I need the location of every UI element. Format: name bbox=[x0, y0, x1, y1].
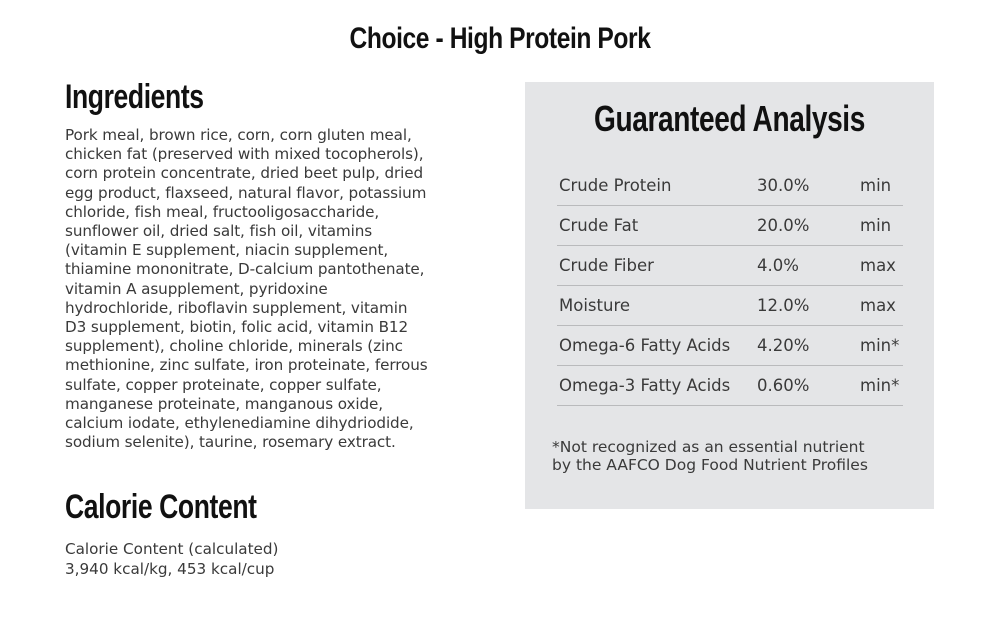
nutrient-value: 30.0% bbox=[757, 176, 810, 195]
page-title: Choice - High Protein Pork bbox=[349, 22, 651, 55]
nutrient-qualifier: min bbox=[860, 176, 892, 195]
nutrient-name: Omega-3 Fatty Acids bbox=[559, 376, 731, 395]
ingredients-line: hydrochloride, riboflavin supplement, vitamin bbox=[65, 298, 408, 317]
ingredients-line: chloride, fish meal, fructooligosaccharide, bbox=[65, 202, 380, 221]
nutrient-name: Moisture bbox=[559, 296, 631, 315]
analysis-row bbox=[557, 326, 903, 366]
guaranteed-analysis-heading: Guaranteed Analysis bbox=[594, 98, 865, 139]
ingredients-heading: Ingredients bbox=[65, 78, 204, 116]
ingredients-line: chicken fat (preserved with mixed tocopherols), bbox=[65, 145, 424, 164]
nutrient-value: 4.20% bbox=[757, 336, 810, 355]
footnote-line: by the AAFCO Dog Food Nutrient Profiles bbox=[552, 456, 868, 474]
analysis-row bbox=[557, 206, 903, 246]
nutrient-qualifier: min* bbox=[860, 336, 900, 355]
analysis-row bbox=[557, 286, 903, 326]
ingredients-line: manganese proteinate, manganous oxide, bbox=[65, 394, 383, 413]
aafco-footnote bbox=[552, 438, 868, 474]
nutrient-qualifier: min bbox=[860, 216, 892, 235]
nutrient-name: Crude Protein bbox=[559, 176, 672, 195]
ingredients-line: sulfate, copper proteinate, copper sulfate, bbox=[65, 375, 382, 394]
nutrient-name: Omega-6 Fatty Acids bbox=[559, 336, 731, 355]
nutrient-name: Crude Fiber bbox=[559, 256, 654, 275]
ingredients-line: sunflower oil, dried salt, fish oil, vitamins bbox=[65, 222, 373, 241]
ingredients-line: methionine, zinc sulfate, iron proteinate, ferrous bbox=[65, 356, 428, 375]
calorie-content-heading: Calorie Content bbox=[65, 488, 257, 526]
analysis-row bbox=[557, 246, 903, 286]
ingredients-line: corn protein concentrate, dried beet pulp, dried bbox=[65, 164, 424, 183]
ingredients-line: egg product, flaxseed, natural flavor, potassium bbox=[65, 183, 427, 202]
ingredients-line: supplement), choline chloride, minerals (zinc bbox=[65, 337, 403, 356]
guaranteed-analysis-panel bbox=[525, 82, 934, 509]
ingredients-line: D3 supplement, biotin, folic acid, vitamin B12 bbox=[65, 318, 409, 337]
nutrient-name: Crude Fat bbox=[559, 216, 639, 235]
calorie-values: 3,940 kcal/kg, 453 kcal/cup bbox=[65, 560, 275, 578]
ingredients-line: vitamin A asupplement, pyridoxine bbox=[65, 279, 328, 298]
ingredients-line: Pork meal, brown rice, corn, corn gluten meal, bbox=[65, 126, 412, 144]
nutrient-value: 4.0% bbox=[757, 256, 799, 275]
ingredients-line: (vitamin E supplement, niacin supplement, bbox=[65, 241, 389, 260]
calorie-content-text bbox=[65, 539, 278, 579]
calorie-method: Calorie Content (calculated) bbox=[65, 540, 279, 558]
nutrient-qualifier: min* bbox=[860, 376, 900, 395]
ingredients-line: sodium selenite), taurine, rosemary extract. bbox=[65, 433, 396, 452]
ingredients-line: thiamine mononitrate, D-calcium pantothenate, bbox=[65, 260, 425, 279]
footnote-line: *Not recognized as an essential nutrient bbox=[552, 438, 865, 456]
ingredients-list bbox=[65, 126, 475, 452]
nutrient-value: 0.60% bbox=[757, 376, 810, 395]
analysis-table bbox=[557, 166, 903, 406]
nutrient-qualifier: max bbox=[860, 256, 896, 275]
analysis-row bbox=[557, 366, 903, 406]
nutrient-qualifier: max bbox=[860, 296, 896, 315]
ingredients-line: calcium iodate, ethylenediamine dihydriodide, bbox=[65, 414, 414, 433]
nutrient-value: 12.0% bbox=[757, 296, 810, 315]
nutrient-value: 20.0% bbox=[757, 216, 810, 235]
analysis-row bbox=[557, 166, 903, 206]
